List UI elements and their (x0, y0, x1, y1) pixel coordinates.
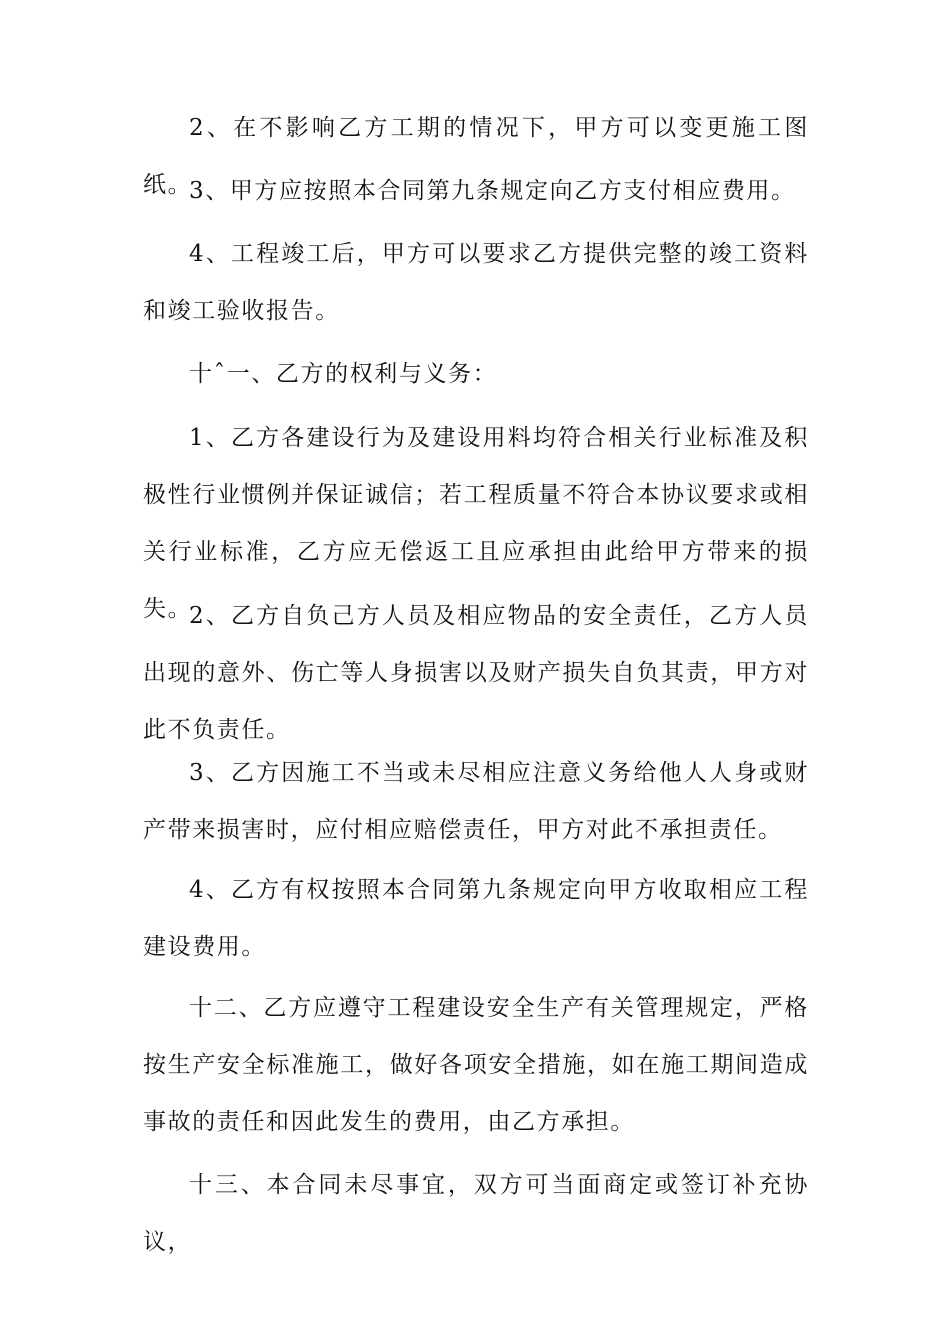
section-twelve-safety-rules: 十二、乙方应遵守工程建设安全生产有关管理规定，严格按生产安全标准施工，做好各项安全措施，如在施工期间造成事故的责任和因此发生的费用，由乙方承担。 (143, 995, 809, 1135)
section-thirteen-supplement: 十三、本合同未尽事宜，双方可当面商定或签订补充协议， (143, 1172, 809, 1255)
section-heading-party-b-rights: 十ˆ一、乙方的权利与义务： (189, 361, 498, 387)
paragraph-b-item-1-standards: 1、乙方各建设行为及建设用料均符合相关行业标准及积极性行业惯例并保证诚信；若工程质量不符合本协议要求或相关行业标准，乙方应无偿返工且应承担由此给甲方带来的损失。 (143, 425, 809, 622)
paragraph-item-4-completion-docs: 4、工程竣工后，甲方可以要求乙方提供完整的竣工资料和竣工验收报告。 (143, 241, 809, 324)
paragraph-item-2-drawing-change: 2、在不影响乙方工期的情况下，甲方可以变更施工图纸。 (143, 115, 809, 198)
paragraph-b-item-3-damages: 3、乙方因施工不当或未尽相应注意义务给他人人身或财产带来损害时，应付相应赔偿责任，甲方对此不承担责任。 (143, 760, 809, 843)
paragraph-b-item-2-safety: 2、乙方自负己方人员及相应物品的安全责任，乙方人员出现的意外、伤亡等人身损害以及财产损失自负其责，甲方对此不负责任。 (143, 603, 809, 743)
paragraph-item-3-payment: 3、甲方应按照本合同第九条规定向乙方支付相应费用。 (189, 178, 796, 204)
paragraph-b-item-4-fees: 4、乙方有权按照本合同第九条规定向甲方收取相应工程建设费用。 (143, 877, 809, 960)
